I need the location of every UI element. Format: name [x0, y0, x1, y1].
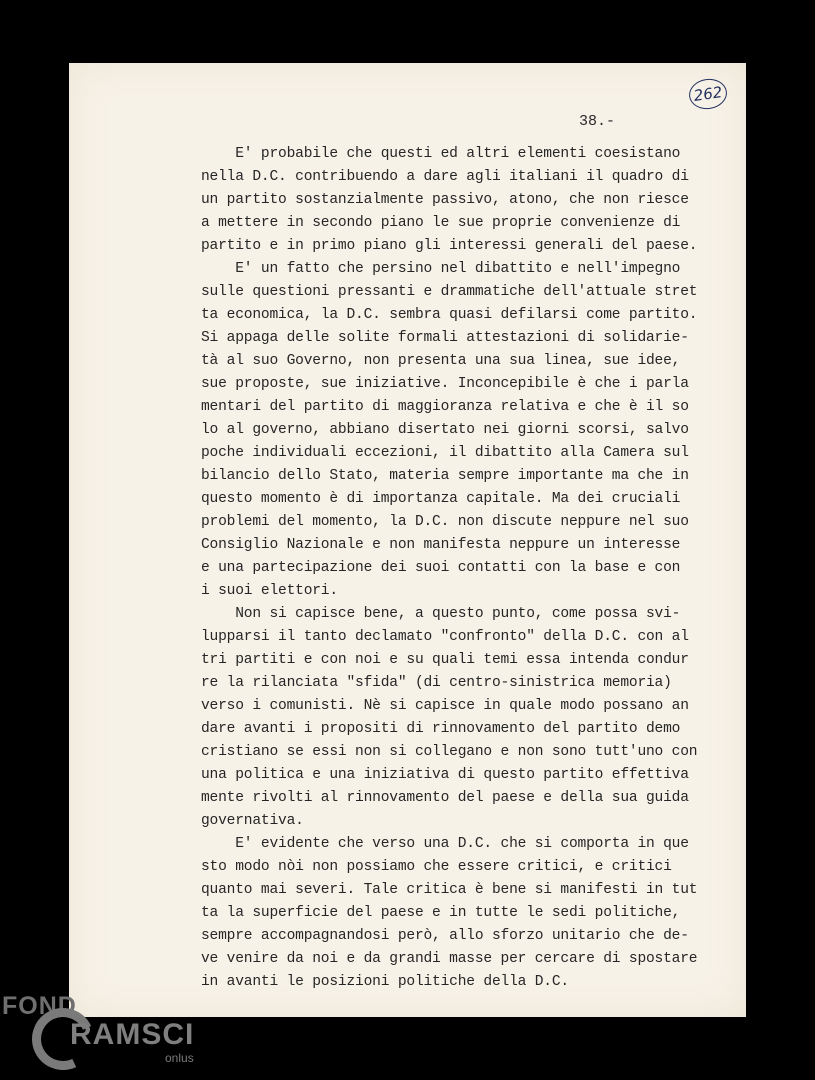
- text-line: governativa.: [201, 813, 304, 829]
- text-line: e una partecipazione dei suoi contatti con la base e con: [201, 560, 681, 576]
- text-line: poche individuali eccezioni, il dibattito alla Camera sul: [201, 445, 689, 461]
- text-line: lo al governo, abbiano disertato nei giorni scorsi, salvo: [201, 422, 689, 438]
- archive-page-stamp: 262: [687, 77, 729, 112]
- document-page: [69, 63, 746, 1017]
- text-line: sue proposte, sue iniziative. Inconcepibile è che i parla: [201, 376, 689, 392]
- text-line: questo momento è di importanza capitale. Ma dei cruciali: [201, 491, 681, 507]
- text-line: sulle questioni pressanti e drammatiche dell'attuale stret: [201, 284, 698, 300]
- text-line: bilancio dello Stato, materia sempre importante ma che in: [201, 468, 689, 484]
- text-line: quanto mai severi. Tale critica è bene si manifesti in tut: [201, 882, 698, 898]
- text-line: tà al suo Governo, non presenta una sua linea, sue idee,: [201, 353, 681, 369]
- text-line: mentari del partito di maggioranza relativa e che è il so: [201, 399, 689, 415]
- text-line: i suoi elettori.: [201, 583, 338, 599]
- text-line: dare avanti i propositi di rinnovamento del partito demo: [201, 721, 681, 737]
- text-line: tri partiti e con noi e su quali temi essa intenda condur: [201, 652, 689, 668]
- text-line: nella D.C. contribuendo a dare agli italiani il quadro di: [201, 169, 689, 185]
- text-line: una politica e una iniziativa di questo partito effettiva: [201, 767, 689, 783]
- text-line: sto modo nòi non possiamo che essere critici, e critici: [201, 859, 672, 875]
- text-line: a mettere in secondo piano le sue proprie convenienze di: [201, 215, 681, 231]
- text-line: Si appaga delle solite formali attestazioni di solidarie-: [201, 330, 689, 346]
- text-line: partito e in primo piano gli interessi generali del paese.: [201, 238, 698, 254]
- text-line: Consiglio Nazionale e non manifesta neppure un interesse: [201, 537, 681, 553]
- text-line: ve venire da noi e da grandi masse per cercare di spostare: [201, 951, 698, 967]
- text-line: re la rilanciata "sfida" (di centro-sinistrica memoria): [201, 675, 672, 691]
- text-line: verso i comunisti. Nè si capisce in quale modo possano an: [201, 698, 689, 714]
- text-line: ta la superficie del paese e in tutte le sedi politiche,: [201, 905, 681, 921]
- text-line: ta economica, la D.C. sembra quasi defilarsi come partito.: [201, 307, 698, 323]
- fondazione-gramsci-watermark: [0, 988, 215, 1080]
- text-line: E' probabile che questi ed altri elementi coesistano: [201, 146, 681, 162]
- text-line: Non si capisce bene, a questo punto, come possa svi-: [201, 606, 681, 622]
- watermark-fond-text: FOND: [2, 992, 77, 1020]
- text-line: cristiano se essi non si collegano e non sono tutt'uno con: [201, 744, 698, 760]
- text-line: E' un fatto che persino nel dibattito e nell'impegno: [201, 261, 681, 277]
- text-line: in avanti le posizioni politiche della D.C.: [201, 974, 569, 990]
- text-line: problemi del momento, la D.C. non discute neppure nel suo: [201, 514, 689, 530]
- watermark-gramsci-text: RAMSCI: [70, 1018, 195, 1051]
- text-line: un partito sostanzialmente passivo, atono, che non riesce: [201, 192, 689, 208]
- text-line: mente rivolti al rinnovamento del paese e della sua guida: [201, 790, 689, 806]
- page-number: 38.-: [579, 113, 616, 130]
- typed-text-body: [201, 143, 741, 994]
- text-line: sempre accompagnandosi però, allo sforzo unitario che de-: [201, 928, 689, 944]
- text-line: E' evidente che verso una D.C. che si comporta in que: [201, 836, 689, 852]
- watermark-onlus-text: onlus: [165, 1051, 194, 1065]
- text-line: lupparsi il tanto declamato "confronto" della D.C. con al: [201, 629, 689, 645]
